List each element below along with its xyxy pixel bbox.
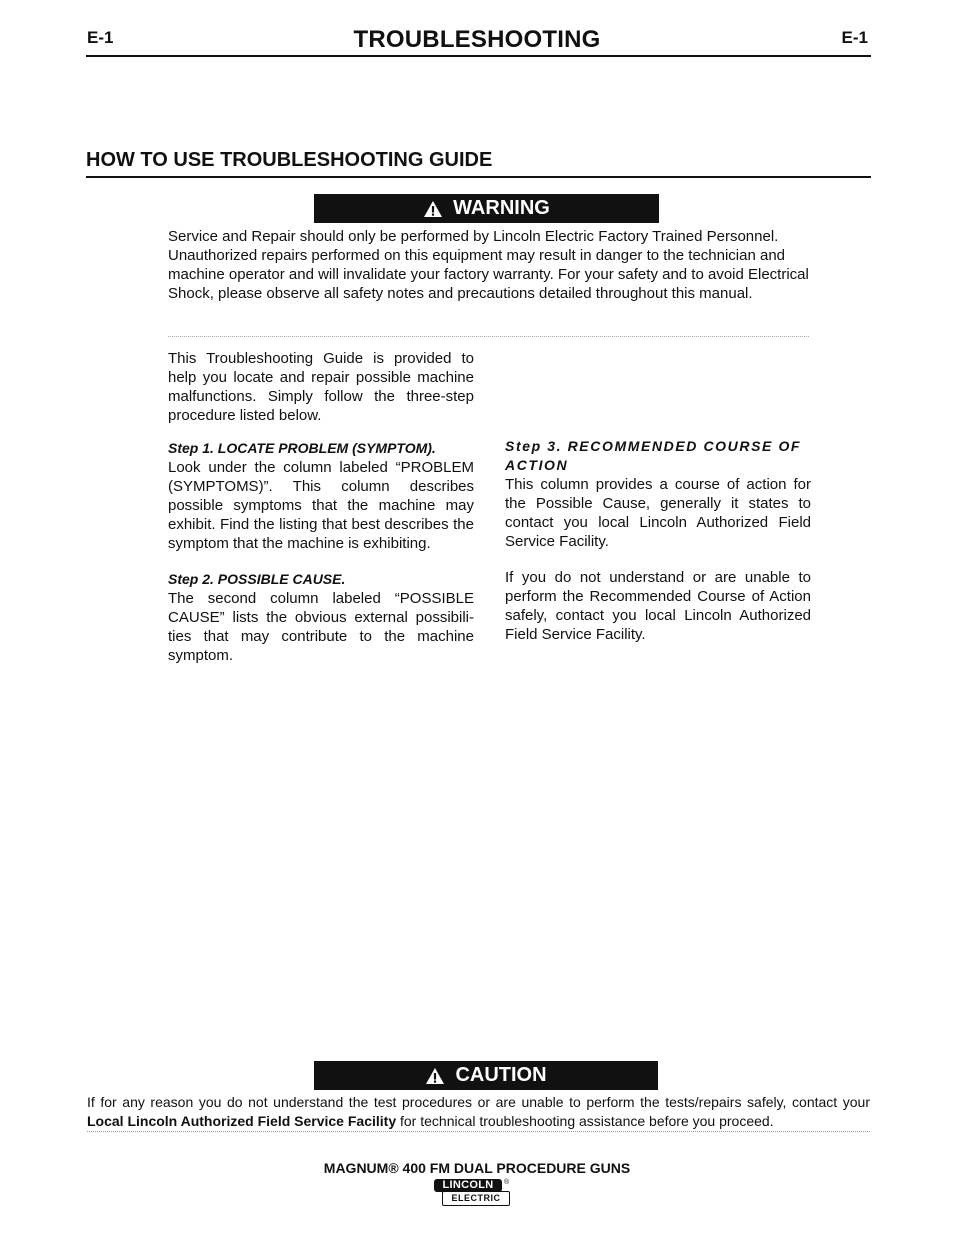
page-number-left: E-1 [87, 28, 114, 47]
caution-banner [314, 1061, 658, 1090]
title-divider [86, 55, 871, 57]
warning-triangle-icon [423, 200, 443, 218]
page-number-right: E-1 [841, 28, 868, 47]
caution-text-bold: Local Lincoln Authorized Field Service Facility [87, 1113, 397, 1129]
section-heading: HOW TO USE TROUBLESHOOTING GUIDE [86, 149, 493, 171]
caution-label: CAUTION [455, 1064, 547, 1086]
warning-text: Service and Repair should only be performed by Lincoln Electric Factory Trained Personnel. Unauthorized repairs performed on this equipment may result in danger to the technician and machine operator and will invalidate your factory warranty. For your safety and to avoid Electrical Shock, please observe all safety notes and precautions detailed throughout this manual. [168, 228, 809, 302]
step-2-block [168, 570, 474, 665]
logo-registered-mark: ® [504, 1179, 510, 1186]
caution-text [87, 1093, 870, 1131]
warning-label: WARNING [453, 197, 550, 219]
footer-title: MAGNUM® 400 FM DUAL PROCEDURE GUNS [323, 1160, 631, 1176]
step-3-heading: Step 3. RECOMMENDED COURSE OF ACTION [505, 438, 802, 473]
section-divider [86, 176, 871, 178]
step-1-block [168, 439, 474, 553]
step-3-text: This column provides a course of action for the Possible Cause, generally it states to contact you local Lincoln Authorized Field Service Facility. [505, 476, 811, 550]
step-3-block [505, 437, 811, 551]
warning-banner [314, 194, 659, 223]
step-1-text: Look under the column labeled “PROBLEM (SYMPTOMS)”. This column describes possible symptoms that the machine may exhibit. Find the listing that best describes the symptom that the machine is exhibiting. [168, 459, 474, 552]
logo-top-text: LINCOLN [434, 1179, 502, 1192]
page-title: TROUBLESHOOTING [353, 26, 601, 53]
caution-divider [87, 1131, 870, 1132]
caution-text-pre: If for any reason you do not understand the test procedures or are unable to perform the tests/repairs safely, contact your [87, 1094, 870, 1110]
caution-text-post: for technical troubleshooting assistance before you proceed. [396, 1113, 774, 1129]
step-2-heading: Step 2. POSSIBLE CAUSE. [168, 571, 346, 587]
step-1-heading: Step 1. LOCATE PROBLEM (SYMPTOM). [168, 440, 436, 456]
lincoln-electric-logo [432, 1179, 512, 1207]
step-2-text: The second column labeled “POSSIBLE CAUSE” lists the obvious external possibili-ties that may contribute to the machine symptom. [168, 590, 474, 664]
warning-triangle-icon [425, 1067, 445, 1085]
guide-intro: This Troubleshooting Guide is provided to help you locate and repair possible machine malfunctions. Simply follow the three-step procedure listed below. [168, 350, 474, 424]
warning-divider [168, 336, 809, 337]
step-3-note: If you do not understand or are unable to perform the Recommended Course of Action safely, contact you local Lincoln Authorized Field Service Facility. [505, 569, 811, 643]
logo-bottom-text: ELECTRIC [442, 1191, 510, 1206]
